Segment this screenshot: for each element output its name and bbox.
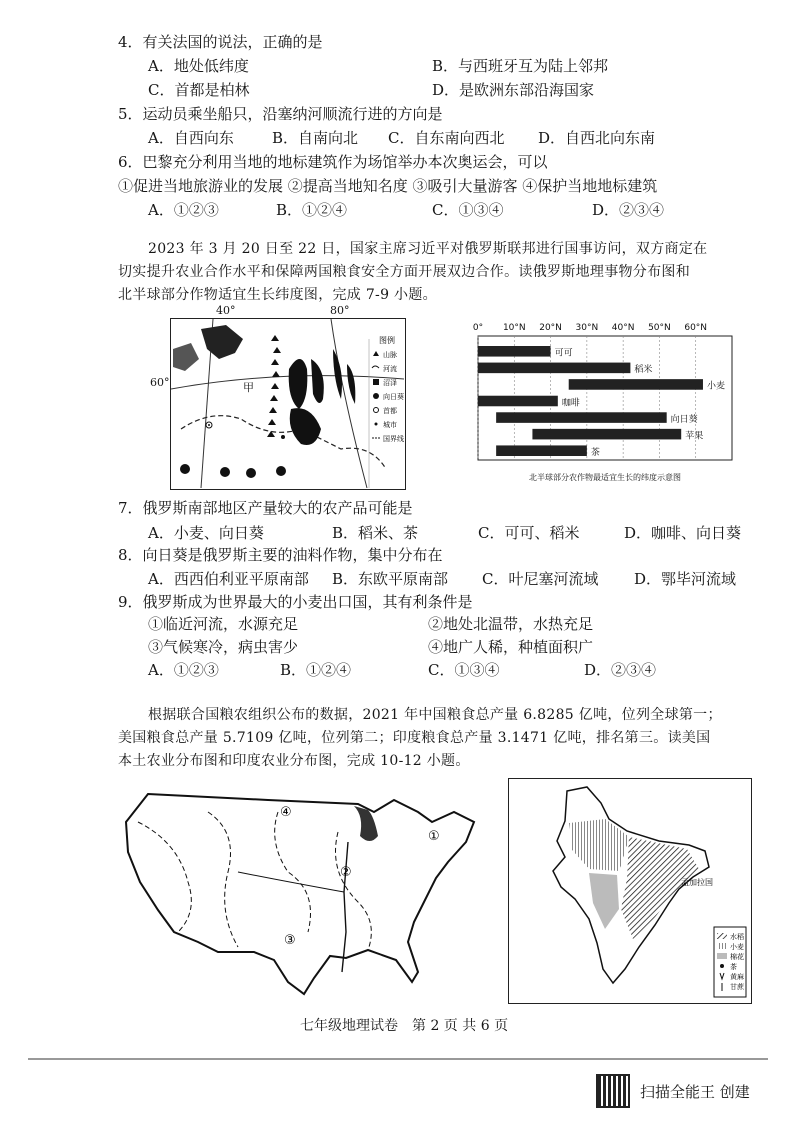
q9-statement-3: ③气候寒冷，病虫害少 — [148, 638, 299, 656]
bar-茶 — [496, 445, 587, 456]
usa-marker-1: ① — [428, 829, 440, 844]
latitude-chart — [470, 318, 740, 488]
usa-map — [118, 782, 490, 1004]
q8-stem: 8．向日葵是俄罗斯主要的油料作物，集中分布在 — [118, 546, 443, 564]
q4-option-b: B．与西班牙互为陆上邻邦 — [432, 57, 609, 75]
page-footer: 七年级地理试卷 第 2 页 共 6 页 — [300, 1018, 509, 1034]
india-legend-0: 水稻 — [730, 933, 744, 941]
rice-region — [621, 837, 699, 939]
q7-stem: 7．俄罗斯南部地区产量较大的农产品可能是 — [118, 499, 413, 517]
q6-option-b: B．①②④ — [276, 201, 348, 219]
usa-map-svg — [118, 782, 490, 1004]
q9-stem: 9．俄罗斯成为世界最大的小麦出口国，其有利条件是 — [118, 593, 473, 611]
q7-option-c: C．可可、稻米 — [478, 524, 580, 542]
russia-map-svg — [171, 319, 404, 488]
bar-可可 — [478, 346, 551, 357]
india-legend-2: 棉花 — [730, 953, 744, 961]
bar-label: 可可 — [554, 348, 573, 359]
q7-option-a: A．小麦、向日葵 — [148, 524, 264, 542]
bar-label: 茶 — [590, 448, 600, 458]
map-lon-80: 80° — [330, 304, 350, 317]
legend-title: 图例 — [379, 336, 395, 345]
x-tick-label: 40°N — [611, 323, 635, 333]
meridian-80 — [331, 319, 367, 488]
bangladesh-label: 孟加拉国 — [681, 878, 713, 887]
q4-option-c: C．首都是柏林 — [148, 81, 250, 99]
q5-option-b: B．自南向北 — [272, 129, 359, 147]
india-map — [508, 778, 752, 1004]
q5-option-c: C．自东南向西北 — [388, 129, 505, 147]
q9-option-c: C．①③④ — [428, 661, 500, 679]
scanner-watermark: 扫描全能王 创建 — [640, 1083, 750, 1101]
q4-stem: 4．有关法国的说法，正确的是 — [118, 33, 323, 51]
legend-item-6: 国界线 — [383, 435, 404, 443]
india-map-svg — [509, 779, 750, 1002]
legend-mountain-icon — [373, 351, 379, 356]
q6-option-a: A．①②③ — [148, 201, 219, 219]
q6-statements: ①促进当地旅游业的发展 ②提高当地知名度 ③吸引大量游客 ④保护当地地标建筑 — [118, 177, 658, 195]
bar-向日葵 — [496, 412, 667, 423]
bar-label: 小麦 — [706, 381, 725, 392]
bar-稻米 — [478, 363, 630, 374]
q8-option-d: D．鄂毕河流域 — [634, 570, 737, 588]
q6-option-c: C．①③④ — [432, 201, 504, 219]
legend-item-1: 河流 — [383, 365, 397, 373]
q4-option-a: A．地处低纬度 — [148, 57, 249, 75]
bar-小麦 — [569, 379, 703, 390]
q8-option-c: C．叶尼塞河流域 — [482, 570, 599, 588]
legend-sunflower-icon — [373, 393, 379, 399]
q5-stem: 5．运动员乘坐船只，沿塞纳河顺流行进的方向是 — [118, 105, 443, 123]
city-dot — [281, 435, 285, 439]
legend-marsh-icon — [373, 379, 379, 385]
usa-marker-3: ③ — [284, 933, 296, 948]
x-tick-label: 50°N — [648, 323, 671, 333]
q5-option-a: A．自西向东 — [148, 129, 234, 147]
bar-苹果 — [532, 429, 681, 440]
legend-river-icon — [372, 366, 379, 368]
usa-marker-4: ④ — [280, 805, 292, 820]
q6-stem: 6．巴黎充分利用当地的地标建筑作为场馆举办本次奥运会，可以 — [118, 153, 548, 171]
q7-option-d: D．咖啡、向日葵 — [624, 524, 742, 542]
usa-marker-2: ② — [340, 865, 352, 880]
bar-label: 苹果 — [685, 431, 704, 442]
x-tick-label: 30°N — [575, 323, 599, 333]
latitude-chart-svg — [470, 318, 740, 488]
footer-divider — [28, 1058, 768, 1060]
sunflower-symbols — [180, 464, 286, 478]
x-tick-label: 60°N — [684, 323, 708, 333]
india-legend-1: 小麦 — [730, 943, 744, 951]
india-legend-3: 茶 — [730, 963, 737, 971]
q9-option-a: A．①②③ — [148, 661, 219, 679]
passage1-line3: 北半球部分作物适宜生长纬度图，完成 7-9 小题。 — [118, 287, 437, 303]
q4-option-d: D．是欧洲东部沿海国家 — [432, 81, 595, 99]
q5-option-d: D．自西北向东南 — [538, 129, 656, 147]
map-lat-60: 60° — [150, 376, 170, 389]
x-tick-label: 20°N — [539, 323, 562, 333]
q9-statement-1: ①临近河流，水源充足 — [148, 615, 299, 633]
bar-label: 稻米 — [634, 365, 653, 376]
usa-outline — [126, 794, 474, 994]
passage1-line2: 切实提升农业合作水平和保障两国粮食安全方面开展双边合作。读俄罗斯地理事物分布图和 — [118, 264, 690, 280]
passage1-line1: 2023 年 3 月 20 日至 22 日，国家主席习近平对俄罗斯联邦进行国事访问，双方商定在 — [148, 241, 708, 257]
qr-code-icon — [596, 1074, 630, 1108]
q9-option-d: D．②③④ — [584, 661, 657, 679]
bar-label: 咖啡 — [561, 398, 580, 409]
q9-statement-4: ④地广人稀，种植面积广 — [428, 638, 594, 656]
legend-item-5: 城市 — [383, 421, 397, 429]
passage2-line1: 根据联合国粮农组织公布的数据，2021 年中国粮食总产量 6.8285 亿吨，位列全球第一； — [148, 707, 722, 723]
x-tick-label: 0° — [472, 323, 484, 333]
ural-mountains — [267, 335, 281, 437]
map-lon-40: 40° — [216, 304, 236, 317]
legend-item-3: 向日葵 — [383, 393, 404, 401]
chart-title: 北半球部分农作物最适宜生长的纬度示意图 — [529, 473, 681, 482]
q8-option-b: B．东欧平原南部 — [332, 570, 449, 588]
bar-label: 向日葵 — [670, 414, 698, 425]
q9-option-b: B．①②④ — [280, 661, 352, 679]
legend-item-2: 沼泽 — [383, 379, 397, 387]
x-tick-label: 10°N — [502, 323, 526, 333]
coast-shade — [173, 343, 199, 371]
white-sea — [201, 325, 243, 359]
legend-capital-icon — [374, 408, 379, 413]
russia-map — [170, 318, 406, 490]
legend-item-0: 山脉 — [383, 351, 397, 359]
q7-option-b: B．稻米、茶 — [332, 524, 419, 542]
q9-statement-2: ②地处北温带，水热充足 — [428, 615, 594, 633]
passage2-line3: 本土农业分布图和印度农业分布图，完成 10-12 小题。 — [118, 753, 470, 769]
q6-option-d: D．②③④ — [592, 201, 665, 219]
legend-item-4: 首都 — [383, 407, 397, 415]
q8-option-a: A．西西伯利亚平原南部 — [148, 570, 309, 588]
india-legend-5: 甘蔗 — [730, 983, 744, 991]
passage2-line2: 美国粮食总产量 5.7109 亿吨，位列第二；印度粮食总产量 3.1471 亿吨，排名第三。读美国 — [118, 730, 711, 746]
bar-咖啡 — [478, 396, 558, 407]
india-legend-4: 黄麻 — [730, 973, 744, 981]
legend-city-icon — [375, 423, 378, 426]
region-label: 甲 — [243, 381, 254, 394]
